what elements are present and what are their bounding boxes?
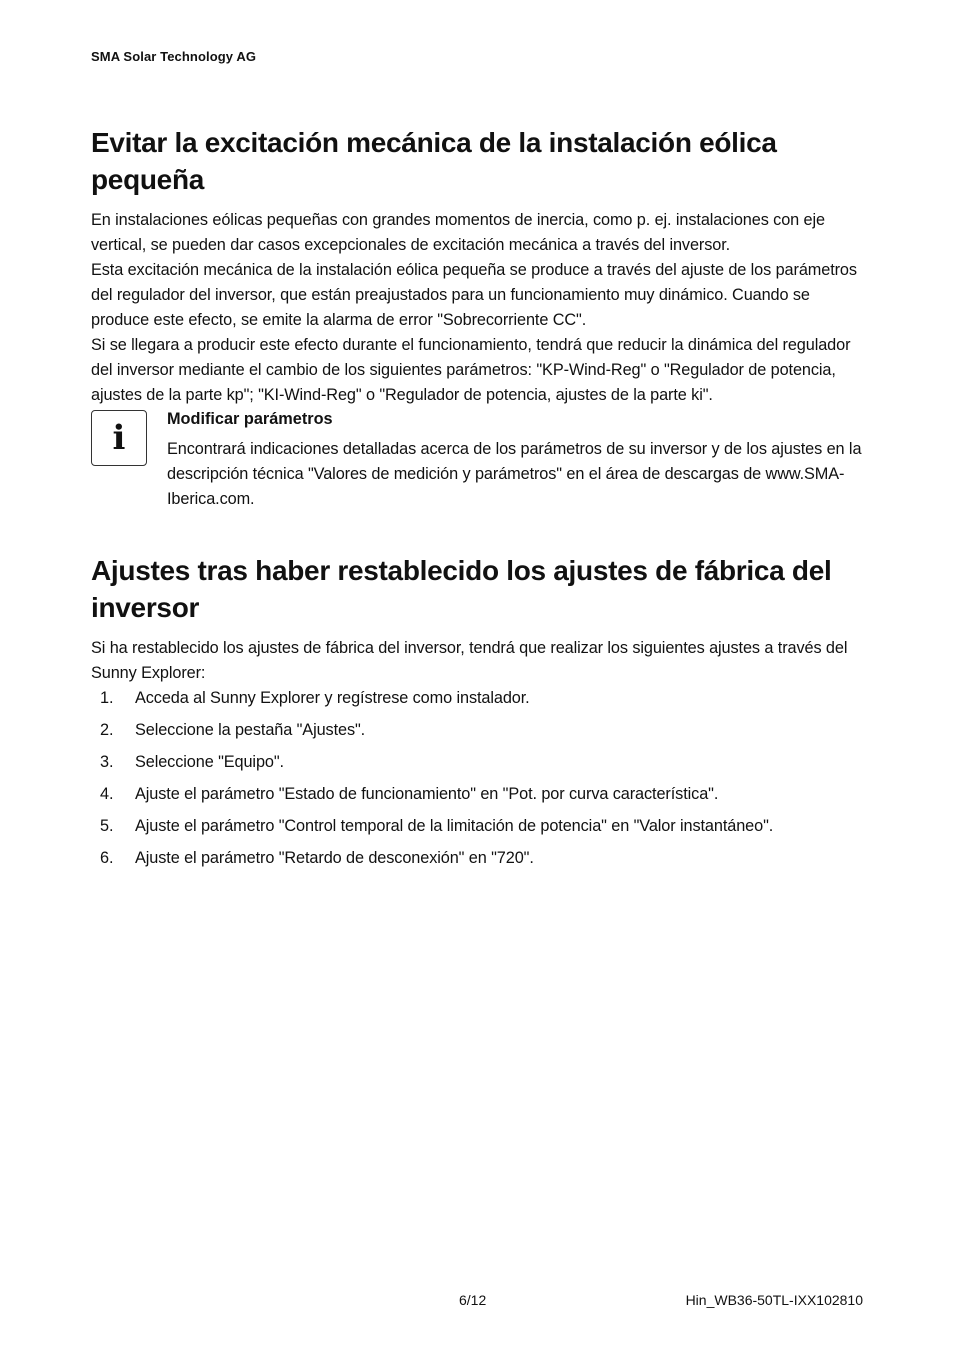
step-text: Seleccione "Equipo". <box>135 753 284 771</box>
info-note <box>91 408 866 512</box>
step-text: Ajuste el parámetro "Estado de funcionamiento" en "Pot. por curva característica". <box>135 785 719 803</box>
info-icon: i <box>91 410 147 466</box>
step-number: 6. <box>100 849 114 867</box>
list-item <box>91 846 866 871</box>
steps-list <box>91 686 866 871</box>
step-number: 3. <box>100 753 114 771</box>
company-name: SMA Solar Technology AG <box>91 49 257 64</box>
step-text: Acceda al Sunny Explorer y regístrese como instalador. <box>135 689 530 707</box>
step-text: Ajuste el parámetro "Retardo de desconexión" en "720". <box>135 849 534 867</box>
document-id: Hin_WB36-50TL-IXX102810 <box>685 1292 863 1308</box>
paragraph: En instalaciones eólicas pequeñas con grandes momentos de inercia, como p. ej. instalaciones con eje vertical, se pueden dar casos excepcionales de excitación mecánica a través del inversor. <box>91 211 825 254</box>
paragraph: Si se llegara a producir este efecto durante el funcionamiento, tendrá que reducir la dinámica del regulador del inversor mediante el cambio de los siguientes parámetros: "KP-Wind-Reg" o "Regulador de potencia, ajustes de la parte kp"; "KI-Wind-Reg" o "Regulador de potencia, ajustes de la parte ki". <box>91 336 851 404</box>
list-item <box>91 718 866 743</box>
step-number: 1. <box>100 689 114 707</box>
page-number: 6/12 <box>459 1292 487 1308</box>
info-note-title: Modificar parámetros <box>167 410 333 428</box>
step-text: Ajuste el parámetro "Control temporal de la limitación de potencia" en "Valor instantáneo". <box>135 817 774 835</box>
section-title-mechanical-excitation: Evitar la excitación mecánica de la instalación eólica pequeña <box>91 127 777 195</box>
info-note-text: Encontrará indicaciones detalladas acerca de los parámetros de su inversor y de los ajustes en la descripción técnica "Valores de medición y parámetros" en el área de descargas de www.SMA-Iberica.com. <box>167 440 862 508</box>
list-item <box>91 814 866 839</box>
list-item <box>91 750 866 775</box>
section-title-factory-reset: Ajustes tras haber restablecido los ajustes de fábrica del inversor <box>91 555 832 623</box>
list-item <box>91 686 866 711</box>
list-item <box>91 782 866 807</box>
paragraph: Esta excitación mecánica de la instalación eólica pequeña se produce a través del ajuste de los parámetros del regulador del inversor, que están preajustados para un funcionamiento muy dinámico. Cuando se produce este efecto, se emite la alarma de error "Sobrecorriente CC". <box>91 261 857 329</box>
paragraph: Si ha restablecido los ajustes de fábrica del inversor, tendrá que realizar los siguientes ajustes a través del Sunny Explorer: <box>91 639 848 682</box>
step-number: 4. <box>100 785 114 803</box>
step-number: 5. <box>100 817 114 835</box>
page-content <box>91 124 866 878</box>
step-text: Seleccione la pestaña "Ajustes". <box>135 721 366 739</box>
step-number: 2. <box>100 721 114 739</box>
